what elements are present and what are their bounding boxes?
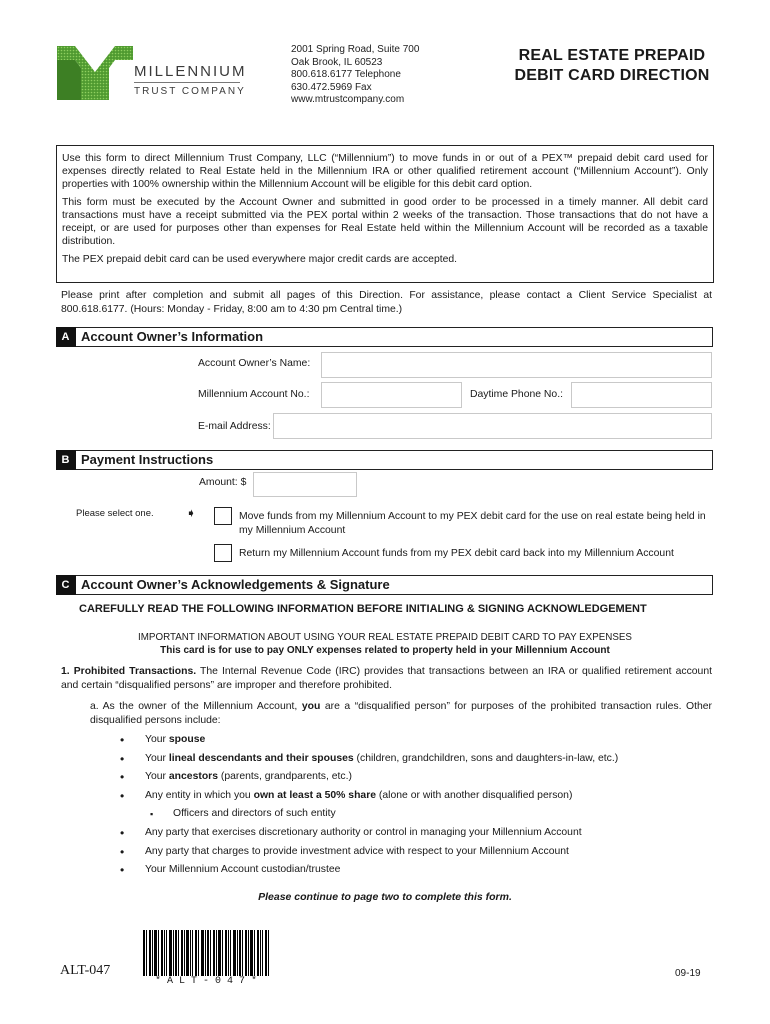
continue-note: Please continue to page two to complete this form.: [258, 891, 512, 903]
daytime-phone-input[interactable]: [571, 382, 712, 408]
section-letter: B: [56, 450, 76, 470]
address-line: Oak Brook, IL 60523: [291, 56, 383, 68]
section-title: Account Owner’s Acknowledgements & Signature: [81, 577, 390, 592]
company-logo: [57, 46, 247, 106]
form-date: 09-19: [675, 968, 701, 979]
intro-paragraph: Use this form to direct Millennium Trust Company, LLC (“Millennium”) to move funds in or out of a PEX™ prepaid debit card used for expenses directly related to Real Estate held in the Millennium IRA or other qualified retirement account (“Millennium Account”). Only properties with 100% ownership within the Millennium Account will be eligible for this debit card option.: [62, 153, 708, 190]
item-a-text: a. As the owner of the Millennium Account,: [90, 701, 298, 712]
account-owner-name-input[interactable]: [321, 352, 712, 378]
title-line: REAL ESTATE PREPAID: [518, 47, 706, 64]
form-title: [498, 46, 726, 86]
amount-input[interactable]: [253, 472, 357, 497]
sub-list-item: ▪ Officers and directors of such entity: [117, 805, 712, 824]
logo-divider: [134, 82, 240, 83]
company-address: [291, 44, 419, 107]
select-one-label: Please select one.: [76, 508, 154, 519]
read-warning: CAREFULLY READ THE FOLLOWING INFORMATION BEFORE INITIALING & SIGNING ACKNOWLEDGEMENT: [79, 603, 647, 615]
list-item: • Any party that exercises discretionary authority or control in managing your Millennium Account: [117, 824, 712, 843]
important-heading: IMPORTANT INFORMATION ABOUT USING YOUR REAL ESTATE PREPAID DEBIT CARD TO PAY EXPENSES: [138, 632, 632, 643]
logo-wordmark: MILLENNIUM: [134, 63, 247, 80]
account-number-input[interactable]: [321, 382, 462, 408]
logo-subtitle: TRUST COMPANY: [134, 86, 246, 97]
email-label: E-mail Address:: [198, 421, 271, 432]
move-funds-checkbox[interactable]: [214, 507, 232, 525]
disqualified-person-item: [90, 700, 712, 727]
disqualified-persons-list: [117, 731, 712, 880]
section-c-header: [56, 575, 713, 595]
form-code: ALT-047: [60, 963, 111, 978]
move-funds-option-label: Move funds from my Millennium Account to my PEX debit card for the use on real estate being held in my Millennium Account: [239, 511, 706, 536]
item-a-text: are a “disqualified person” for purposes of the prohibited transaction rules. Other disqualified persons include:: [90, 701, 712, 726]
millennium-m-logo-icon: [57, 46, 133, 100]
item-a-emphasis: you: [301, 701, 321, 712]
amount-label: Amount: $: [199, 477, 247, 488]
prohibited-transactions-item: [61, 665, 712, 692]
section-letter: A: [56, 327, 76, 347]
address-line: 2001 Spring Road, Suite 700: [291, 44, 420, 55]
list-item: • Your spouse: [117, 731, 712, 750]
list-item: • Your ancestors (parents, grandparents, etc.): [117, 768, 712, 787]
intro-box: [56, 145, 714, 283]
list-item: • Your lineal descendants and their spouses (children, grandchildren, sons and daughters-in-law, etc.): [117, 750, 712, 769]
item-text: The Internal Revenue Code (IRC) provides that transactions between an IRA or qualified retirement account and certain “disqualified persons” are improper and therefore prohibited.: [61, 666, 712, 691]
section-title: Account Owner’s Information: [81, 329, 264, 344]
instructions-text: Please print after completion and submit all pages of this Direction. For assistance, please contact a Client Service Specialist at 800.618.6177. (Hours: Monday - Friday, 8:00 am to 4:30 pm Central time.): [61, 290, 712, 315]
return-funds-checkbox[interactable]: [214, 544, 232, 562]
intro-paragraph: This form must be executed by the Account Owner and submitted in good order to be processed in a timely manner. All debit card transactions must have a receipt submitted via the PEX portal within 2 weeks of the transaction. Those transactions that do not have a receipt, or are used for purposes other than expenses for Real Estate held within the Millennium Account will be recorded as a taxable distribution.: [62, 197, 708, 247]
title-line: DEBIT CARD DIRECTION: [514, 67, 710, 84]
email-input[interactable]: [273, 413, 712, 439]
item-number: 1.: [61, 666, 70, 677]
intro-paragraph: The PEX prepaid debit card can be used everywhere major credit cards are accepted.: [62, 254, 458, 265]
item-title: Prohibited Transactions.: [73, 666, 197, 677]
section-a-header: [56, 327, 713, 347]
barcode: [141, 930, 271, 990]
return-funds-option-label: Return my Millennium Account funds from my PEX debit card back into my Millennium Account: [239, 548, 674, 559]
section-letter: C: [56, 575, 76, 595]
list-item: • Any entity in which you own at least a 50% share (alone or with another disqualified person): [117, 787, 712, 806]
list-item: • Your Millennium Account custodian/trustee: [117, 861, 712, 880]
section-b-header: [56, 450, 713, 470]
arrow-right-icon: ➧: [186, 506, 197, 520]
section-title: Payment Instructions: [81, 452, 214, 467]
fax-line: 630.472.5969 Fax: [291, 81, 372, 93]
account-owner-name-label: Account Owner’s Name:: [198, 358, 311, 369]
barcode-icon: [141, 930, 271, 976]
phone-line: 800.618.6177 Telephone: [291, 69, 401, 81]
account-number-label: Millennium Account No.:: [198, 389, 310, 400]
daytime-phone-label: Daytime Phone No.:: [470, 389, 563, 400]
barcode-text: * A L T - 0 4 7 *: [154, 976, 258, 987]
list-item: • Any party that charges to provide investment advice with respect to your Millennium Account: [117, 843, 712, 862]
website-link[interactable]: www.mtrustcompany.com: [291, 94, 405, 106]
only-expenses-note: This card is for use to pay ONLY expenses related to property held in your Millennium Account: [160, 645, 610, 656]
